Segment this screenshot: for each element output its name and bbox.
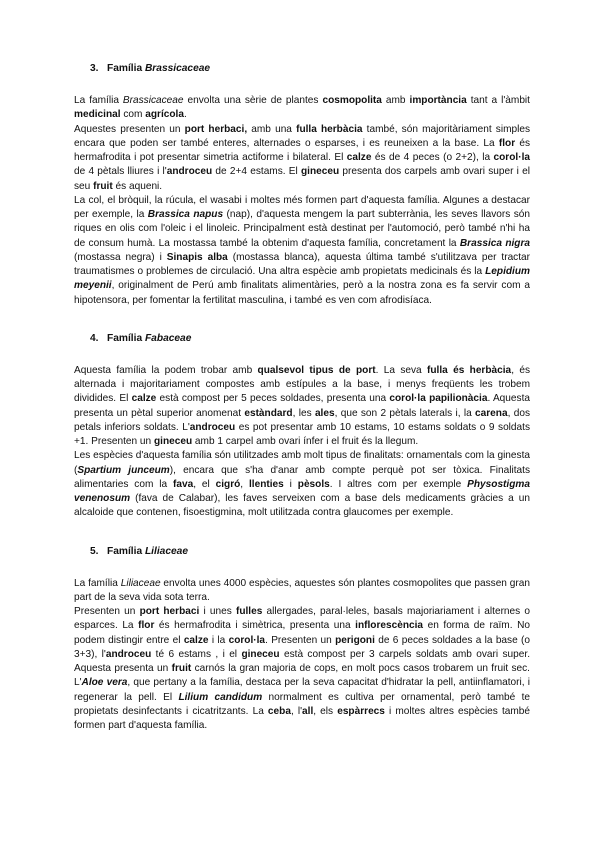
emphasized-term: fulla herbàcia <box>296 123 363 135</box>
text-run: és de 4 peces (o 2+2), la <box>371 152 494 163</box>
section-heading <box>90 545 530 558</box>
emphasized-term: Spartium junceum <box>77 464 170 476</box>
text-run: Aquestes presenten un <box>74 123 185 135</box>
emphasized-term: androceu <box>105 648 152 660</box>
text-run: envolta una sèrie de plantes <box>183 95 323 106</box>
emphasized-term: Brassica napus <box>147 209 224 220</box>
emphasized-term: cigró <box>215 478 241 490</box>
emphasized-term: estàndard <box>244 407 293 419</box>
text-run: i la <box>208 634 229 646</box>
emphasized-term: Lepidium meyenii <box>74 266 530 292</box>
heading-number: 5. <box>90 545 99 557</box>
text-run: té 6 estams , i el <box>151 648 242 660</box>
paragraph <box>74 605 530 733</box>
text-run: carnós la gran majoria de cops, en molt pocs casos trobarem un fruit sec. L' <box>74 663 530 689</box>
emphasized-term: espàrrecs <box>337 705 385 717</box>
emphasized-term: calze <box>346 152 372 163</box>
emphasized-term: calze <box>131 393 157 405</box>
emphasized-term: all <box>302 705 314 717</box>
text-run: (mostassa blanca), aquesta última també s'utilitzava per tractar traumatismes o problemes de circulació. Una altra espècie amb propietats medicinals és la <box>74 251 531 277</box>
paragraph <box>74 449 530 520</box>
text-run: es pot presentar amb 10 estams, 10 estams soldats o 9 soldats +1. Presenten un <box>74 421 531 447</box>
text-run: , que son 2 pètals laterals i, la <box>334 407 476 419</box>
section-fabaceae <box>74 332 530 521</box>
text-run: , el <box>193 478 216 490</box>
text-run: de 2+4 estams. El <box>212 166 302 178</box>
emphasized-term: Lilium candidum <box>178 691 263 703</box>
emphasized-term: androceu <box>189 421 236 433</box>
emphasized-term: Brassica nigra <box>459 237 530 249</box>
text-run: , les <box>292 407 315 419</box>
emphasized-term: fulla és herbàcia <box>427 364 512 376</box>
text-run: amb 1 carpel amb ovari ínfer i el fruit és la llegum. <box>192 436 419 447</box>
emphasized-term: gineceu <box>153 436 193 447</box>
text-run: de 4 pètals lliures i l' <box>74 166 167 178</box>
text-run: , que pertany a la família, destaca per la seva capacitat d'hidratar la pell, antiinflamatori, i regenerar la pell. El <box>74 677 530 703</box>
section-heading <box>90 332 530 345</box>
emphasized-term: flor <box>498 137 516 149</box>
text-run: i unes <box>199 606 236 617</box>
text-run: i <box>283 478 298 490</box>
text-run: també, són majoritàriament simples encara que poden ser també enteres, alternades o esparses, i es reuneixen a la base. La <box>74 123 531 149</box>
text-run: Aquesta família la podem trobar amb <box>74 364 258 376</box>
emphasized-term: ceba <box>267 705 291 717</box>
text-run: . Presenten un <box>265 634 336 646</box>
heading-number: 4. <box>90 332 99 344</box>
text-run: normalment es cultiva per ornamental, però també te propietats desinfectants i cicatritzants. La <box>74 691 530 717</box>
text-run: La família <box>74 577 121 589</box>
text-run: amb una <box>247 123 297 135</box>
text-run: . Aquesta presenta un pètal superior anomenat <box>74 393 530 419</box>
heading-label: Família <box>107 545 143 557</box>
emphasized-term: androceu <box>166 166 213 178</box>
text-run: . La seva <box>375 364 427 376</box>
emphasized-term: Aloe vera <box>81 677 128 689</box>
text-run: tant a l'àmbit <box>466 95 530 106</box>
text-run: envolta unes 4000 espècies, aquestes són plantes cosmopolites que passen gran part de la seva vida sota terra. <box>74 577 530 603</box>
text-run: . I altres com per exemple <box>329 478 468 490</box>
emphasized-term: calze <box>183 634 209 646</box>
emphasized-term: agrícola <box>145 109 184 121</box>
heading-label: Família <box>107 63 143 74</box>
emphasized-term: fruit <box>171 663 192 674</box>
heading-family-name: Brassicaceae <box>144 63 211 74</box>
paragraph <box>74 94 530 123</box>
text-run: , <box>240 478 249 490</box>
emphasized-term: perigoni <box>335 634 375 646</box>
paragraph <box>74 364 530 450</box>
section-liliaceae <box>74 545 530 734</box>
text-run: La col, el bròquil, la rúcula, el wasabi i moltes més formen part d'aquesta família. Algunes a destacar per exemple, la <box>74 194 530 220</box>
emphasized-term: llenties <box>248 478 284 490</box>
paragraph <box>74 123 530 194</box>
text-run: amb <box>381 95 410 106</box>
text-run: Presenten un <box>74 606 140 617</box>
text-run: està compost per 3 carpels soldats amb ovari super. Aquesta presenta un <box>74 648 530 674</box>
text-run: presenta dos carpels amb ovari super i el seu <box>74 166 531 192</box>
heading-family-name: Liliaceae <box>144 545 188 557</box>
text-run: (mostassa negra) i <box>74 251 167 263</box>
text-run: és hermafrodita i simètrica, presenta una <box>154 620 356 632</box>
emphasized-term: port herbaci <box>139 606 200 617</box>
text-run: , és alternada i majoritariament compostes amb estípules a la base, i menys freqüents les trobem dividides. El <box>74 364 530 405</box>
emphasized-term: fruit <box>93 180 113 192</box>
emphasized-term: pèsols <box>297 478 330 490</box>
emphasized-term: Sinapis alba <box>166 251 228 263</box>
text-run: allergades, paral·leles, basals majoriariament i alternes o esparces. La <box>74 606 530 632</box>
emphasized-term: port herbaci, <box>184 123 248 135</box>
text-run: està compost per 5 peces soldades, presenta una <box>156 393 390 405</box>
emphasized-term: medicinal <box>74 109 121 121</box>
text-run: La família <box>74 95 123 106</box>
text-run: com <box>120 109 146 121</box>
text-run: , originalment de Perú amb finalitats alimentàries, però a la nostra zona es fa servir com a hipotensora, per fomentar la fertilitat masculina, i també es ven com afrodisíaca. <box>74 280 530 306</box>
emphasized-term: flor <box>138 620 155 632</box>
text-run: de 6 peces soldades a la base (o 3+3), l' <box>74 634 531 660</box>
emphasized-term: Physostigma venenosum <box>74 478 530 504</box>
text-run: , l' <box>290 705 303 717</box>
emphasized-term: corol·la papilionàcia <box>389 393 488 405</box>
emphasized-term: Liliaceae <box>120 577 161 589</box>
text-run: és aqueni. <box>112 180 163 192</box>
paragraph <box>74 577 530 606</box>
emphasized-term: carena <box>475 407 508 419</box>
text-run: , dos petals inferiors soldats. L' <box>74 407 530 433</box>
heading-family-name: Fabaceae <box>144 332 192 344</box>
emphasized-term: Brassicaceae <box>122 95 184 106</box>
emphasized-term: corol·la <box>228 634 266 646</box>
text-run: i moltes altres espècies també formen part d'aquesta família. <box>74 705 531 731</box>
text-run: . <box>183 109 187 121</box>
text-run: (nap), d'aquesta mengem la part subterrània, les seves llavors són riques en olis com l'oleic i el linoleic. Principalment està destinat per l'automoció, però també n'hi ha de consum humà. La mostassa també la obtenim d'aquesta família, concretament la <box>74 209 530 249</box>
paragraph <box>74 194 530 308</box>
heading-number: 3. <box>90 63 99 74</box>
text-run: és hermafrodita i pot presentar simetria actiforme i bilateral. El <box>74 137 530 163</box>
emphasized-term: fulles <box>235 606 263 617</box>
text-run: ), encara que s'ha d'anar amb compte perquè pot ser tòxica. Finalitats alimentaries com la <box>74 464 530 490</box>
document-content <box>74 62 530 747</box>
section-brassicaceae <box>74 62 530 308</box>
emphasized-term: inflorescència <box>355 620 424 632</box>
text-run: (fava de Calabar), les faves serveixen com a base dels medicaments gràcies a un alcaloide que contenen, fisoestigmina, molt utilitzada contra glaucomes per exemple. <box>74 493 530 519</box>
emphasized-term: corol·la <box>493 152 530 163</box>
text-run: , els <box>313 705 338 717</box>
heading-label: Família <box>107 332 143 344</box>
emphasized-term: cosmopolita <box>322 95 382 106</box>
emphasized-term: qualsevol tipus de port <box>257 364 376 376</box>
text-run: Les espècies d'aquesta família són utilitzades amb molt tipus de finalitats: ornamentals com la ginesta ( <box>74 450 530 476</box>
section-heading <box>90 62 530 75</box>
emphasized-term: ales <box>314 407 335 419</box>
emphasized-term: gineceu <box>301 166 340 178</box>
text-run: en forma de raïm. No podem distingir entre el <box>74 620 530 646</box>
emphasized-term: importància <box>409 95 467 106</box>
emphasized-term: gineceu <box>241 648 280 660</box>
emphasized-term: fava <box>172 478 194 490</box>
